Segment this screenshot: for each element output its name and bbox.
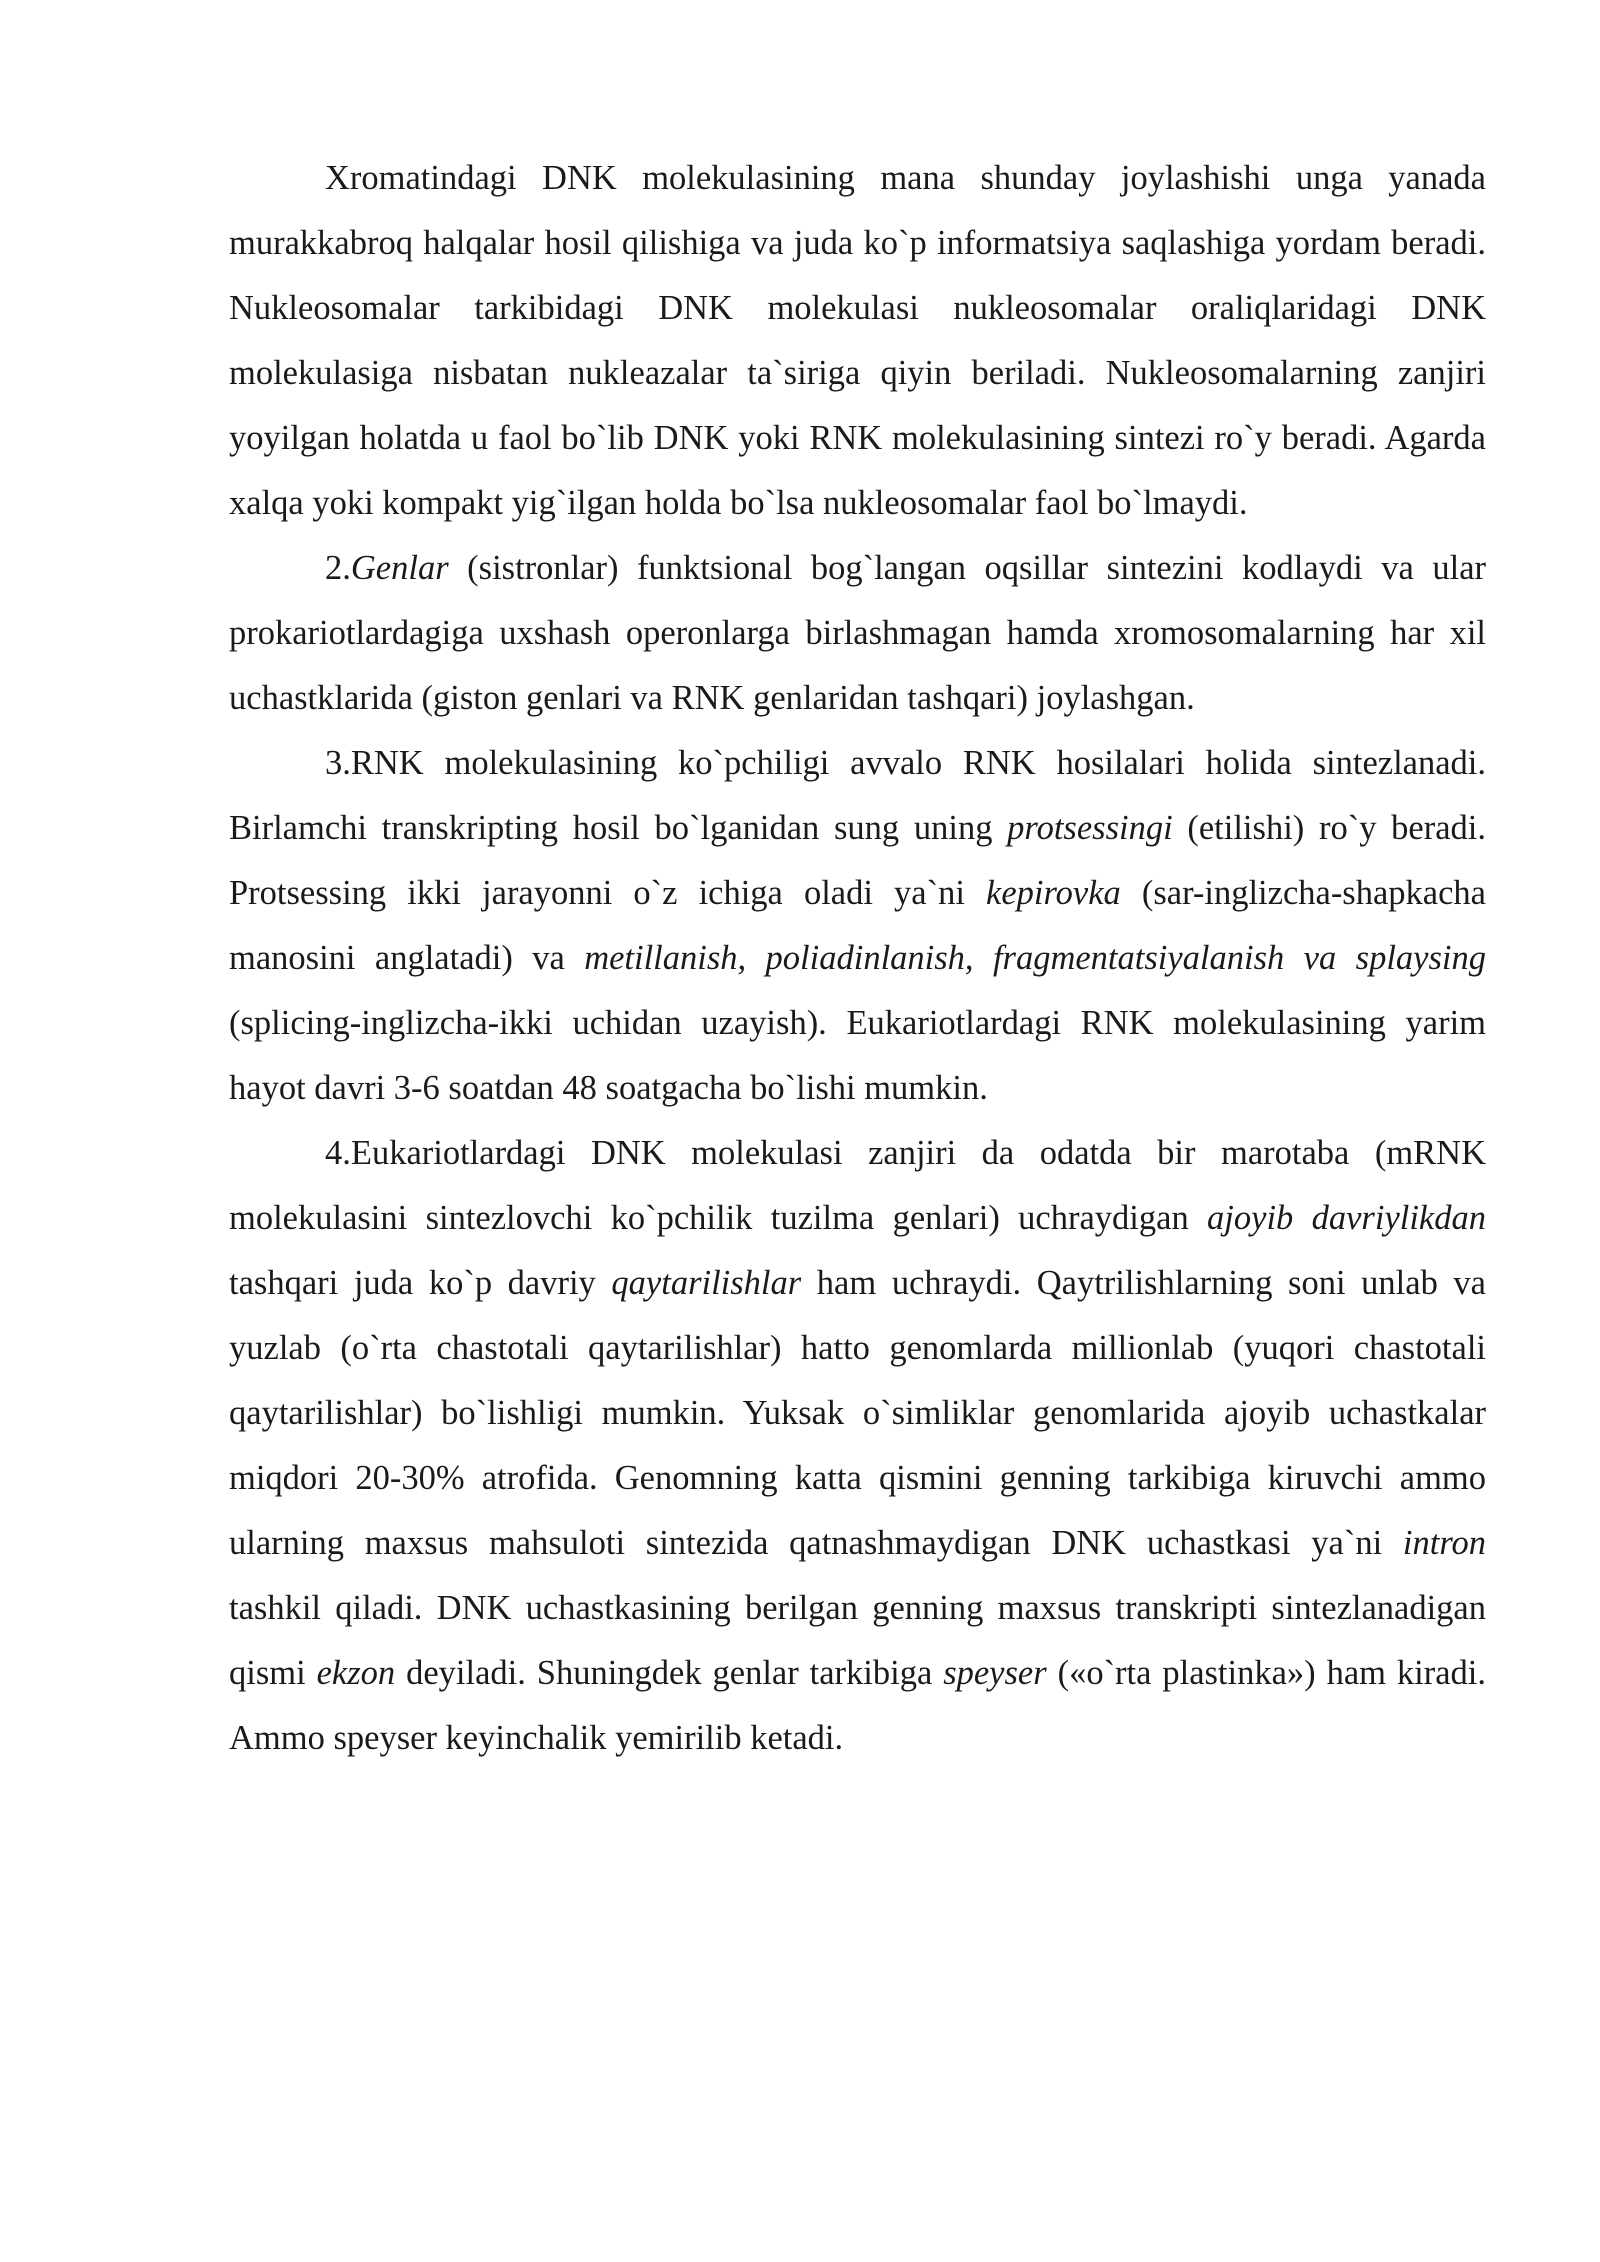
text-span: Xromatindagi DNK molekulasining mana shunday joylashishi unga yanada murakkabroq halqalar hosil qilishiga va juda ko`p informatsiya saqlashiga yordam beradi. Nukleosomalar tarkibidagi DNK molekulasi nukleosomalar oraliqlaridagi DNK molekulasiga nisbatan nukleazalar ta`siriga qiyin beriladi. Nukleosomalarning zanjiri yoyilgan holatda u faol bo`lib DNK yoki RNK molekulasining sintezi ro`y beradi. Agarda xalqa yoki kompakt yig`ilgan holda bo`lsa nukleosomalar faol bo`lmaydi.: [229, 159, 1486, 522]
text-span: (etilishi) ro`y beradi. Protsessing ikki jarayonni o`z ichiga oladi ya`ni: [229, 809, 1486, 912]
text-span: (sar-inglizcha-shapkacha manosini anglatadi) va: [229, 874, 1486, 977]
text-span: (sistronlar) funktsional bog`langan oqsillar sintezini kodlaydi va ular prokariotlardagiga uxshash operonlarga birlashmagan hamda xromosomalarning har xil uchastklarida (giston genlari va RNK genlaridan tashqari) joylashgan.: [229, 549, 1486, 717]
document-body: [229, 146, 1486, 1771]
text-span: 2.: [325, 549, 351, 587]
paragraph-rna-processing: [229, 731, 1486, 1121]
italic-term: Genlar: [350, 549, 449, 587]
text-span: deyiladi. Shuningdek genlar tarkibiga: [395, 1654, 944, 1692]
paragraph-genes: [229, 536, 1486, 731]
text-span: ham uchraydi. Qaytrilishlarning soni unlab va yuzlab (o`rta chastotali qaytarilishlar) hatto genomlarda millionlab (yuqori chastotali qaytarilishlar) bo`lishligi mumkin. Yuksak o`simliklar genomlarida ajoyib uchastkalar miqdori 20-30% atrofida. Genomning katta qismini genning tarkibiga kiruvchi ammo ularning maxsus mahsuloti sintezida qatnashmaydigan DNK uchastkasi ya`ni: [229, 1264, 1486, 1562]
italic-term: ajoyib davriylikdan: [1207, 1199, 1486, 1237]
text-span: tashqari juda ko`p davriy: [229, 1264, 612, 1302]
text-span: 4.Eukariotlardagi DNK molekulasi zanjiri da odatda bir marotaba (mRNK molekulasini sintezlovchi ko`pchilik tuzilma genlari) uchraydigan: [229, 1134, 1486, 1237]
text-span: tashkil qiladi. DNK uchastkasining berilgan genning maxsus transkripti sintezlanadigan qismi: [229, 1589, 1486, 1692]
italic-term: intron: [1402, 1524, 1486, 1562]
paragraph-dna-repeats: [229, 1121, 1486, 1771]
italic-term: speyser: [943, 1654, 1047, 1692]
paragraph-chromatin: [229, 146, 1486, 536]
italic-term: qaytarilishlar: [611, 1264, 802, 1302]
text-span: («o`rta plastinka») ham kiradi. Ammo speyser keyinchalik yemirilib ketadi.: [229, 1654, 1486, 1757]
text-span: 3.RNK molekulasining ko`pchiligi avvalo RNK hosilalari holida sintezlanadi. Birlamchi transkripting hosil bo`lganidan sung uning: [229, 744, 1486, 847]
italic-term: protsessingi: [1007, 809, 1173, 847]
italic-term: metillanish, poliadinlanish, fragmentatsiyalanish va splaysing: [584, 939, 1486, 977]
italic-term: ekzon: [316, 1654, 396, 1692]
text-span: (splicing-inglizcha-ikki uchidan uzayish). Eukariotlardagi RNK molekulasining yarim hayot davri 3-6 soatdan 48 soatgacha bo`lishi mumkin.: [229, 1004, 1486, 1107]
italic-term: kepirovka: [986, 874, 1121, 912]
